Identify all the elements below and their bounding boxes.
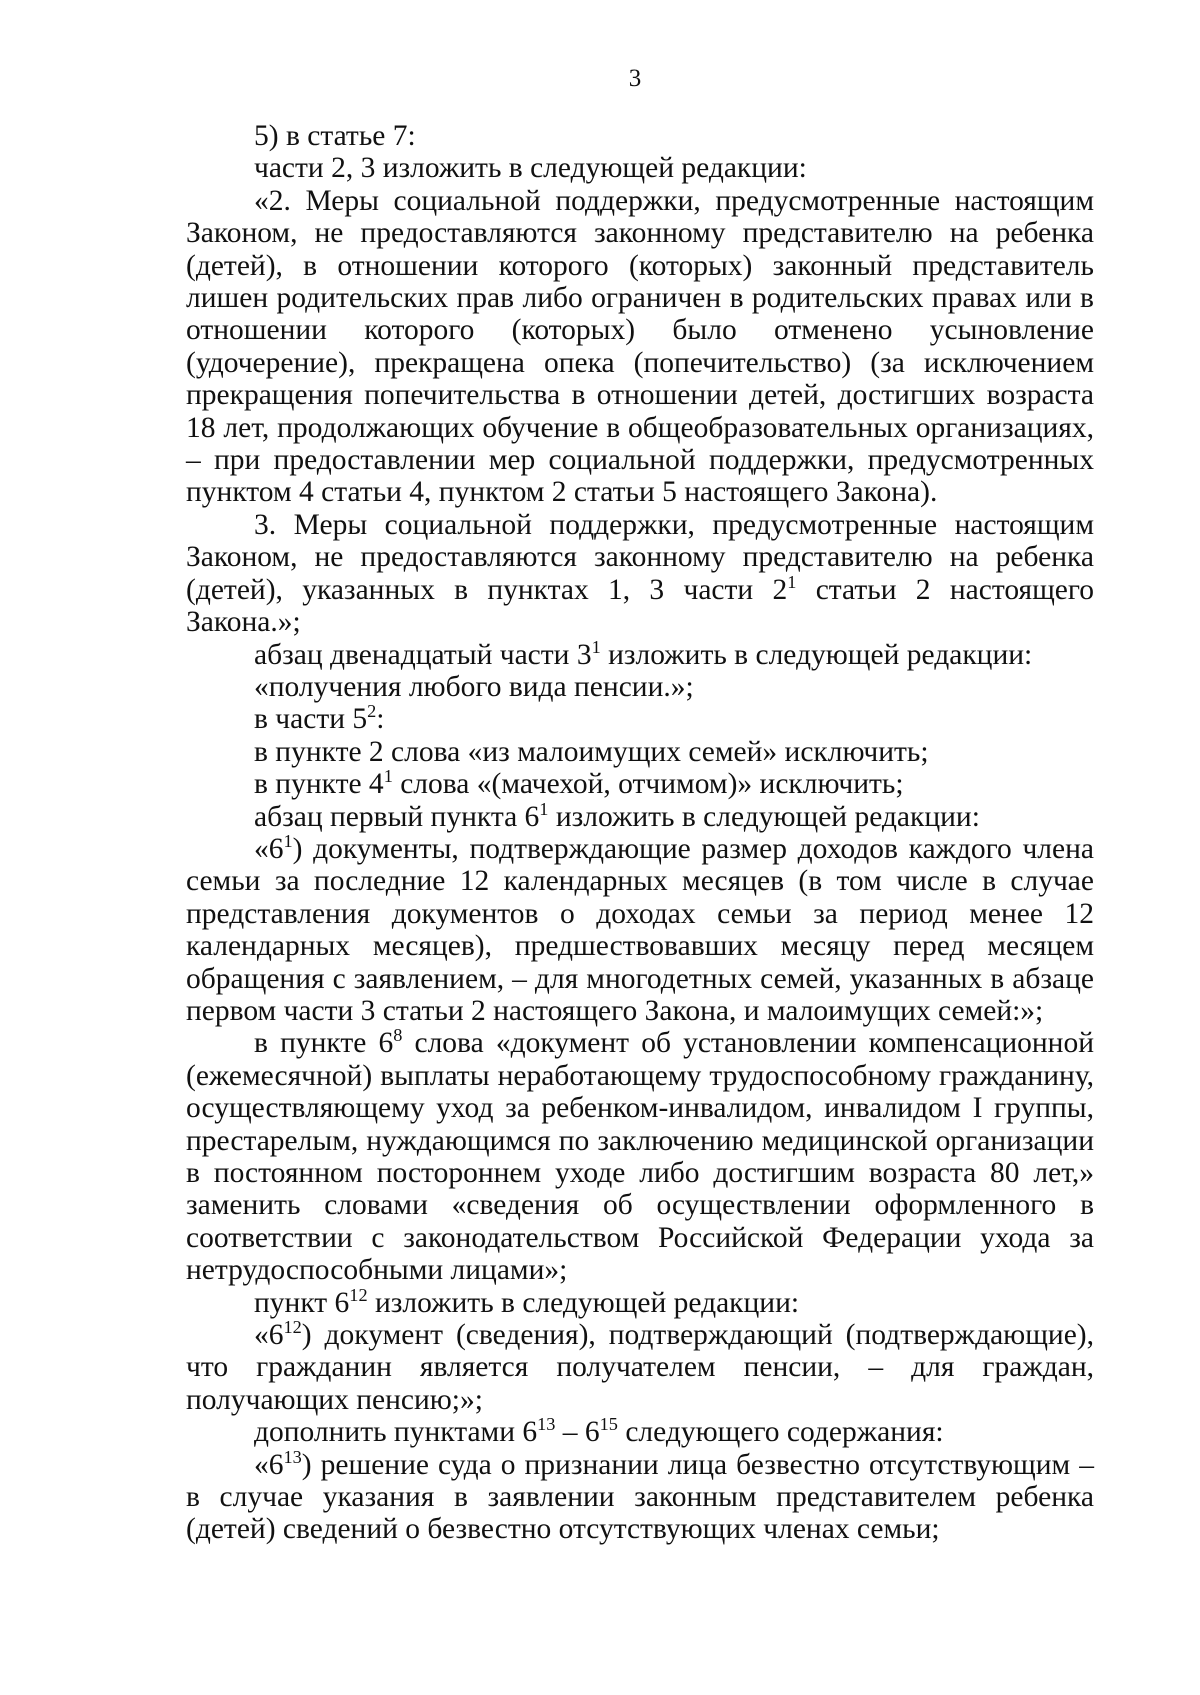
text-run: «6	[254, 1448, 284, 1481]
text-run: следующего содержания:	[617, 1416, 944, 1449]
text-run: «получения любого вида пенсии.»;	[254, 670, 694, 703]
text-run: абзац первый пункта 6	[254, 800, 540, 833]
superscript: 1	[539, 798, 549, 819]
superscript: 15	[599, 1414, 618, 1435]
paragraph	[186, 768, 1094, 800]
text-run: 5) в статье 7:	[254, 120, 416, 152]
text-run: – 6	[555, 1416, 600, 1449]
text-run: 3. Меры социальной поддержки, предусмотренные настоящим Законом, не предоставляются законному представителю на ребенка (детей), указанных в пунктах 1, 3 части 2	[186, 508, 1094, 606]
text-run: ) документ (сведения), подтверждающий (подтверждающие), что гражданин является получателем пенсии, – для граждан, получающих пенсию;»;	[186, 1319, 1094, 1416]
text-run: статьи 2 настоящего Закона.»;	[186, 573, 1095, 639]
paragraph	[186, 798, 1094, 833]
paragraph	[186, 152, 1094, 184]
text-run: в пункте 2 слова «из малоимущих семей» исключить;	[254, 735, 929, 768]
text-run: слова «(мачехой, отчимом)» исключить;	[392, 768, 904, 801]
paragraph	[186, 736, 1094, 768]
page-number: 3	[628, 65, 642, 92]
paragraph	[186, 1416, 1094, 1448]
superscript: 1	[787, 571, 797, 592]
paragraph	[186, 1027, 1094, 1286]
paragraph	[186, 636, 1094, 671]
paragraph	[186, 703, 1094, 735]
superscript: 12	[349, 1284, 368, 1305]
text-run: дополнить пунктами 6	[254, 1416, 538, 1449]
superscript: 13	[283, 1446, 302, 1467]
text-run: «6	[254, 1319, 284, 1352]
text-run: пункт 6	[254, 1286, 350, 1319]
text-run: ) решение суда о признании лица безвестно отсутствующим – в случае указания в заявлении законным представителем ребенка (детей) сведений о безвестно отсутствующих членах семьи;	[186, 1448, 1094, 1546]
superscript: 12	[283, 1317, 302, 1338]
text-run: изложить в следующей редакции:	[600, 638, 1033, 671]
paragraph	[186, 185, 1094, 509]
superscript: 13	[537, 1414, 556, 1435]
text-run: «6	[254, 832, 284, 865]
paragraph	[186, 509, 1094, 639]
text-run: изложить в следующей редакции:	[367, 1286, 800, 1319]
text-run: «2. Меры социальной поддержки, предусмотренные настоящим Законом, не предоставляются законному представителю на ребенка (детей), в отношении которого (которых) законный представитель лишен родительских прав либо ограничен в родительских правах или в отношении которого (которых) было отменено усыновление (удочерение), прекращена опека (попечительство) (за исключением прекращения попечительства в отношении детей, достигших возраста 18 лет, продолжающих обучение в общеобразовательных организациях, – при предоставлении мер социальной поддержки, предусмотренных пунктом 4 статьи 4, пунктом 2 статьи 5 настоящего Закона).	[186, 184, 1094, 509]
text-run: абзац двенадцатый части 3	[254, 638, 592, 671]
document-body	[186, 120, 1094, 1546]
superscript: 2	[367, 701, 377, 722]
text-run: :	[376, 703, 385, 736]
text-run: в пункте 4	[254, 768, 384, 801]
paragraph	[186, 830, 1094, 1027]
superscript: 1	[383, 766, 393, 787]
text-run: в части 5	[254, 703, 368, 736]
paragraph	[186, 120, 1094, 152]
paragraph	[186, 1446, 1094, 1546]
paragraph	[186, 671, 1094, 703]
paragraph	[186, 1319, 1094, 1416]
paragraph	[186, 1284, 1094, 1319]
superscript: 1	[591, 636, 601, 657]
text-run: изложить в следующей редакции:	[548, 800, 980, 833]
text-run: ) документы, подтверждающие размер доходов каждого члена семьи за последние 12 календарных месяцев (в том числе в случае представления документов о доходах семьи за период менее 12 календарных месяцев), предшествовавших месяцу перед месяцем обращения с заявлением, – для многодетных семей, указанных в абзаце первом части 3 статьи 2 настоящего Закона, и малоимущих семей:»;	[186, 832, 1094, 1027]
superscript: 1	[283, 830, 293, 851]
text-run: в пункте 6	[254, 1027, 394, 1060]
text-run: слова «документ об установлении компенсационной (ежемесячной) выплаты неработающему трудоспособному гражданину, осуществляющему уход за ребенком-инвалидом, инвалидом I группы, престарелым, нуждающимся по заключению медицинской организации в постоянном постороннем уходе либо достигшим возраста 80 лет,» заменить словами «сведения об осуществлении оформленного в соответствии с законодательством Российской Федерации ухода за нетрудоспособными лицами»;	[186, 1027, 1095, 1287]
text-run: части 2, 3 изложить в следующей редакции:	[254, 152, 807, 185]
superscript: 8	[393, 1025, 403, 1046]
